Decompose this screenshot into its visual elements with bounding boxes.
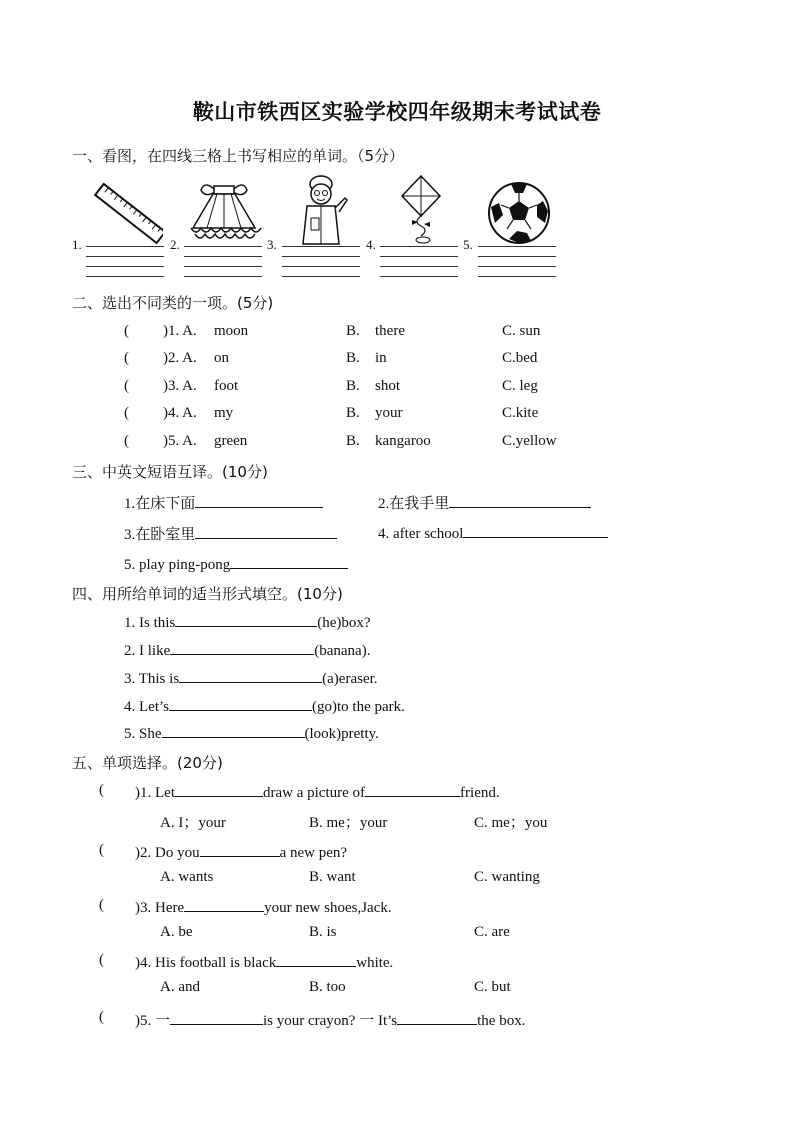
option-a: A. and [160, 979, 200, 995]
soccer-ball-icon [487, 181, 551, 245]
skirt-icon [185, 178, 263, 246]
section-5-heading: 五、单项选择。(20分) [72, 754, 223, 772]
grid-number-2: 2. [170, 237, 180, 252]
grid-number-4: 4. [366, 237, 376, 252]
option-b: B. want [309, 869, 356, 885]
section-2-heading: 二、选出不同类的一项。(5分) [72, 294, 274, 312]
answer-blank[interactable] [200, 842, 280, 857]
option-c: C. are [474, 924, 510, 940]
answer-paren[interactable]: ( [99, 952, 104, 968]
answer-blank[interactable] [184, 897, 264, 912]
answer-blank[interactable] [175, 782, 263, 797]
list-item: 4. after school [378, 523, 608, 543]
kite-icon [398, 174, 444, 246]
list-item: 1. Is this (he)box? [124, 612, 371, 632]
grid-number-3: 3. [267, 237, 277, 252]
option-b: B. me；your [309, 815, 388, 831]
answer-blank[interactable] [463, 523, 608, 538]
grid-number-1: 1. [72, 237, 82, 252]
list-item: 5. She (look)pretty. [124, 723, 379, 743]
answer-blank[interactable] [175, 612, 317, 627]
answer-blank[interactable] [365, 782, 460, 797]
section-4-heading: 四、用所给单词的适当形式填空。(10分) [72, 585, 343, 603]
ruler-icon [93, 180, 163, 246]
answer-blank[interactable] [169, 696, 312, 711]
answer-blank[interactable] [397, 1010, 477, 1025]
answer-paren[interactable]: ( [99, 897, 104, 913]
answer-paren[interactable]: ( [99, 1009, 104, 1025]
answer-blank[interactable] [170, 1010, 263, 1025]
answer-blank[interactable] [179, 668, 322, 683]
list-item: 1.在床下面 [124, 492, 323, 513]
option-c: C. wanting [474, 869, 540, 885]
section-1-heading: 一、看图，在四线三格上书写相应的单词。（5分） [72, 147, 405, 165]
answer-blank[interactable] [195, 524, 337, 539]
answer-paren[interactable]: ( [99, 782, 104, 798]
page-title: 鞍山市铁西区实验学校四年级期末考试试卷 [192, 100, 602, 124]
answer-blank[interactable] [449, 493, 591, 508]
option-a: A. wants [160, 869, 214, 885]
list-item: 4. Let’s (go)to the park. [124, 696, 405, 716]
answer-paren[interactable]: ( [99, 842, 104, 858]
list-item: 2. I like (banana). [124, 640, 370, 660]
option-c: C. me；you [474, 815, 548, 831]
answer-blank[interactable] [195, 493, 323, 508]
list-item: 5. play ping-pong [124, 554, 348, 574]
answer-blank[interactable] [230, 554, 348, 569]
answer-blank[interactable] [162, 723, 305, 738]
answer-blank[interactable] [276, 952, 356, 967]
doctor-icon [297, 174, 349, 246]
grid-number-5: 5. [463, 237, 473, 252]
option-a: A. be [160, 924, 193, 940]
list-item: 3.在卧室里 [124, 523, 337, 544]
list-item: 2.在我手里 [378, 492, 591, 513]
option-a: A. I；your [160, 815, 226, 831]
option-c: C. but [474, 979, 511, 995]
answer-blank[interactable] [170, 640, 314, 655]
list-item: 3. This is (a)eraser. [124, 668, 378, 688]
option-b: B. is [309, 924, 337, 940]
section-3-heading: 三、中英文短语互译。(10分) [72, 463, 268, 481]
option-b: B. too [309, 979, 346, 995]
